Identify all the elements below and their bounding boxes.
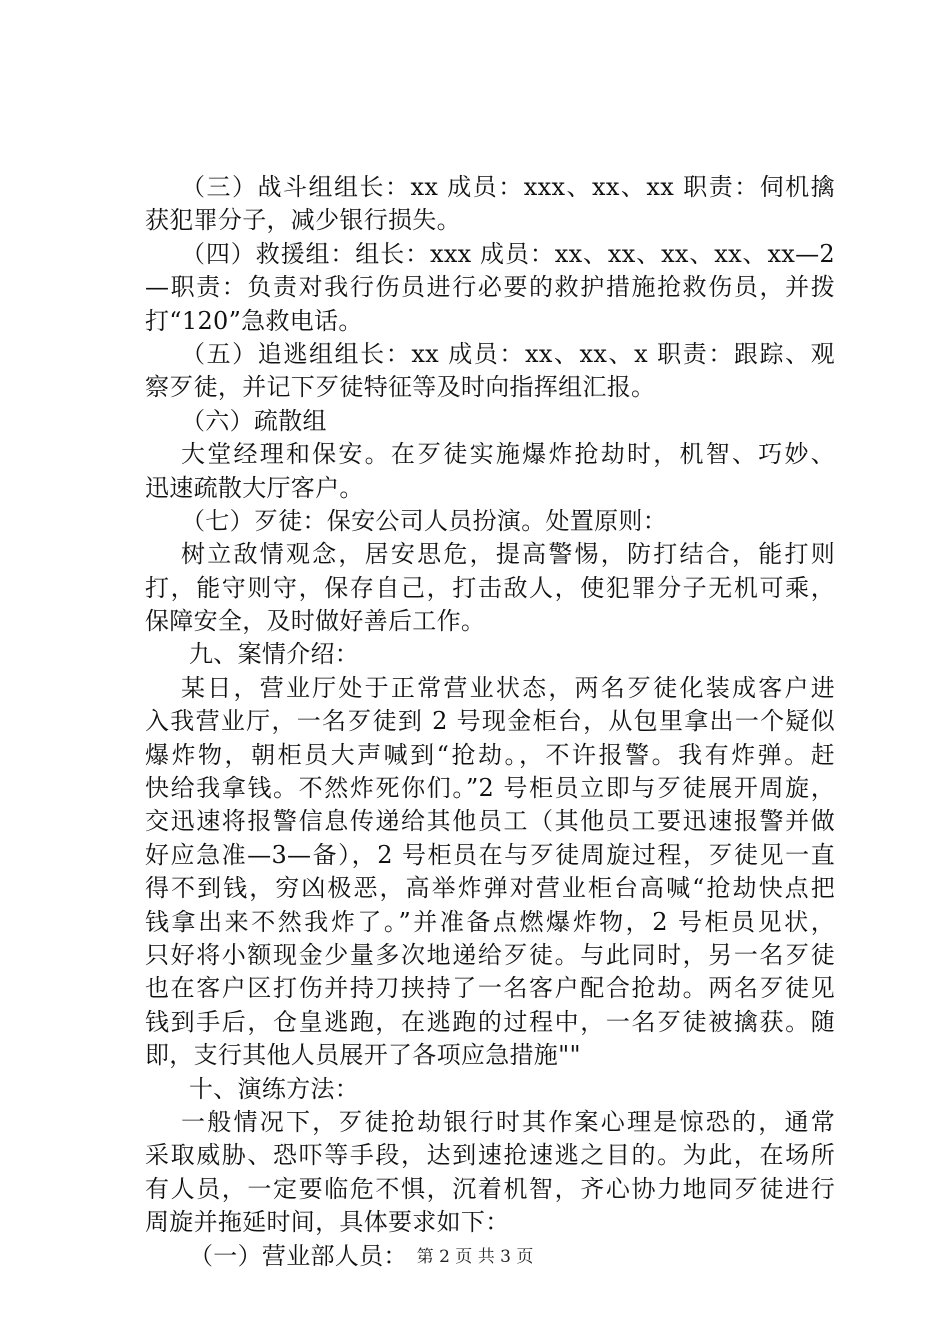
- document-body: [145, 171, 835, 1273]
- paragraph-line: 钱到手后，仓皇逃跑，在逃跑的过程中，一名歹徒被擒获。随: [145, 1007, 835, 1036]
- paragraph-line: （四）救援组：组长：xxx 成员：xx、xx、xx、xx、xx—2: [181, 239, 835, 268]
- section-heading: 十、演练方法：: [189, 1074, 360, 1103]
- paragraph-line: 有人员，一定要临危不惧，沉着机智，齐心协力地同歹徒进行: [145, 1174, 835, 1203]
- paragraph-line: 得不到钱，穷凶极恶，高举炸弹对营业柜台高喊“抢劫快点把: [145, 874, 835, 903]
- paragraph-line: 大堂经理和保安。在歹徒实施爆炸抢劫时，机智、巧妙、: [181, 440, 835, 469]
- paragraph-line: 好应急准—3—备），2 号柜员在与歹徒周旋过程，歹徒见一直: [145, 840, 835, 869]
- paragraph-line: 交迅速将报警信息传递给其他员工（其他员工要迅速报警并做: [145, 807, 835, 836]
- section-heading: 九、案情介绍：: [189, 640, 360, 669]
- paragraph-line: 采取威胁、恐吓等手段，达到速抢速逃之目的。为此，在场所: [145, 1141, 835, 1170]
- paragraph-line: 察歹徒，并记下歹徒特征等及时向指挥组汇报。: [145, 373, 656, 402]
- paragraph-line: （七）歹徒：保安公司人员扮演。处置原则：: [181, 506, 667, 535]
- paragraph-line: （三）战斗组组长：xx 成员：xxx、xx、xx 职责：伺机擒: [181, 173, 835, 201]
- paragraph-line: 打，能守则守，保存自己，打击敌人，使犯罪分子无机可乘，: [145, 573, 835, 602]
- section-heading: （六）疏散组: [181, 406, 327, 435]
- paragraph-line: 获犯罪分子，减少银行损失。: [145, 206, 461, 235]
- paragraph-line: 树立敌情观念，居安思危，提高警惕，防打结合，能打则: [181, 540, 835, 569]
- paragraph-line: （五）追逃组组长：xx 成员：xx、xx、x 职责：跟踪、观: [181, 339, 835, 368]
- paragraph-line: 快给我拿钱。不然炸死你们。”2 号柜员立即与歹徒展开周旋，: [145, 774, 835, 803]
- paragraph-line: 即，支行其他人员展开了各项应急措施"": [145, 1041, 581, 1070]
- page-footer: 第 2 页 共 3 页: [416, 1247, 534, 1267]
- paragraph-line: 迅速疏散大厅客户。: [145, 473, 364, 502]
- paragraph-line: 某日，营业厅处于正常营业状态，两名歹徒化装成客户进: [181, 673, 835, 702]
- paragraph-line: 打“120”急救电话。: [145, 306, 363, 335]
- paragraph-line: 钱拿出来不然我炸了。”并准备点燃爆炸物，2 号柜员见状，: [145, 907, 835, 936]
- paragraph-line: 也在客户区打伤并持刀挟持了一名客户配合抢劫。两名歹徒见: [145, 974, 835, 1003]
- paragraph-line: 一般情况下，歹徒抢劫银行时其作案心理是惊恐的，通常: [181, 1107, 835, 1136]
- paragraph-line: —职责：负责对我行伤员进行必要的救护措施抢救伤员，并拨: [145, 273, 835, 302]
- paragraph-line: 保障安全，及时做好善后工作。: [145, 607, 486, 636]
- paragraph-line: 只好将小额现金少量多次地递给歹徒。与此同时，另一名歹徒: [145, 940, 835, 969]
- paragraph-line: 入我营业厅，一名歹徒到 2 号现金柜台，从包里拿出一个疑似: [145, 707, 835, 736]
- section-heading: （一）营业部人员：: [189, 1241, 408, 1270]
- paragraph-line: 爆炸物，朝柜员大声喊到“抢劫。，不许报警。我有炸弹。赶: [145, 740, 835, 769]
- paragraph-line: 周旋并拖延时间，具体要求如下：: [145, 1208, 510, 1237]
